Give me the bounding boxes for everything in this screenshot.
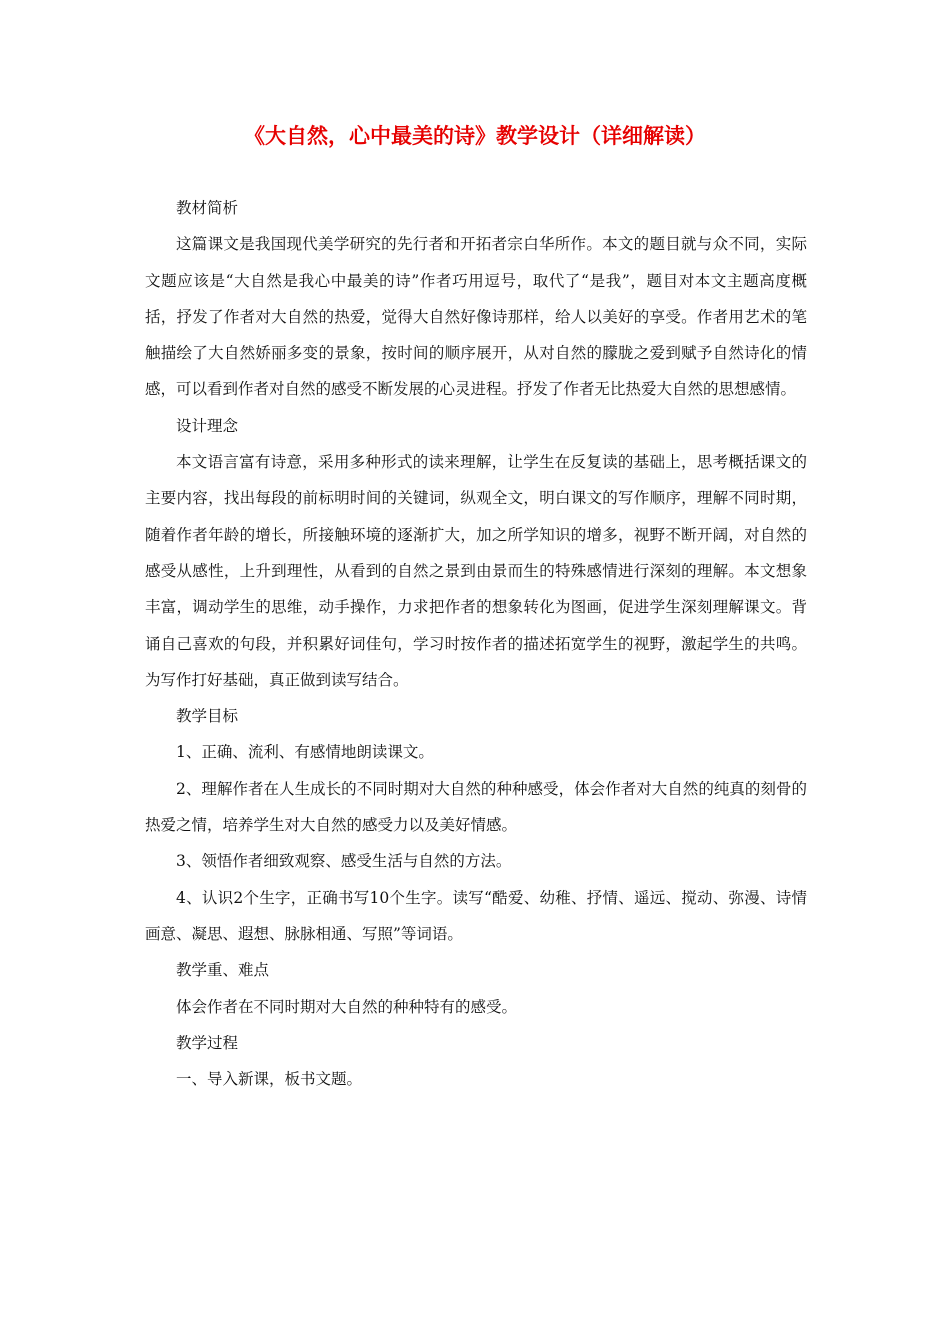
section-heading-teaching-goals: 教学目标 [176, 707, 239, 726]
goal-item-4: 4、认识2个生字，正确书写10个生字。读写“酷爱、幼稚、抒情、遥远、搅动、弥漫、诗情画意、凝思、遐想、脉脉相通、写照”等词语。 [145, 888, 807, 943]
section-heading-design-concept: 设计理念 [176, 416, 239, 435]
paragraph-key-points: 体会作者在不同时期对大自然的种种特有的感受。 [176, 997, 518, 1016]
section-heading-key-points: 教学重、难点 [176, 961, 270, 980]
goal-item-3: 3、领悟作者细致观察、感受生活与自然的方法。 [176, 852, 512, 871]
paragraph-design-concept: 本文语言富有诗意，采用多种形式的读来理解，让学生在反复读的基础上，思考概括课文的主要内容，找出每段的前标明时间的关键词，纵观全文，明白课文的写作顺序，理解不同时期，随着作者年龄的增长，所接触环境的逐渐扩大，加之所学知识的增多，视野不断开阔，对自然的感受从感性，上升到理性，从看到的自然之景到由景而生的特殊感情进行深刻的理解。本文想象丰富，调动学生的思维，动手操作，力求把作者的想象转化为图画，促进学生深刻理解课文。背诵自己喜欢的句段，并积累好词佳句，学习时按作者的描述拓宽学生的视野，激起学生的共鸣。为写作打好基础，真正做到读写结合。 [145, 453, 807, 689]
process-step-1: 一、导入新课，板书文题。 [176, 1070, 363, 1089]
paragraph-textbook-analysis: 这篇课文是我国现代美学研究的先行者和开拓者宗白华所作。本文的题目就与众不同，实际文题应该是“大自然是我心中最美的诗”作者巧用逗号，取代了“是我”，题目对本文主题高度概括，抒发了作者对大自然的热爱，觉得大自然好像诗那样，给人以美好的享受。作者用艺术的笔触描绘了大自然娇丽多变的景象，按时间的顺序展开，从对自然的朦胧之爱到赋予自然诗化的情感，可以看到作者对自然的感受不断发展的心灵进程。抒发了作者无比热爱大自然的思想感情。 [145, 235, 807, 399]
document-title: 《大自然，心中最美的诗》教学设计（详细解读） [244, 123, 706, 148]
goal-item-1: 1、正确、流利、有感情地朗读课文。 [176, 743, 434, 762]
document-body [145, 190, 807, 1097]
section-heading-teaching-process: 教学过程 [176, 1033, 239, 1052]
section-heading-textbook-analysis: 教材简析 [176, 199, 239, 217]
goal-item-2: 2、理解作者在人生成长的不同时期对大自然的种种感受，体会作者对大自然的纯真的刻骨的热爱之情，培养学生对大自然的感受力以及美好情感。 [145, 779, 807, 835]
